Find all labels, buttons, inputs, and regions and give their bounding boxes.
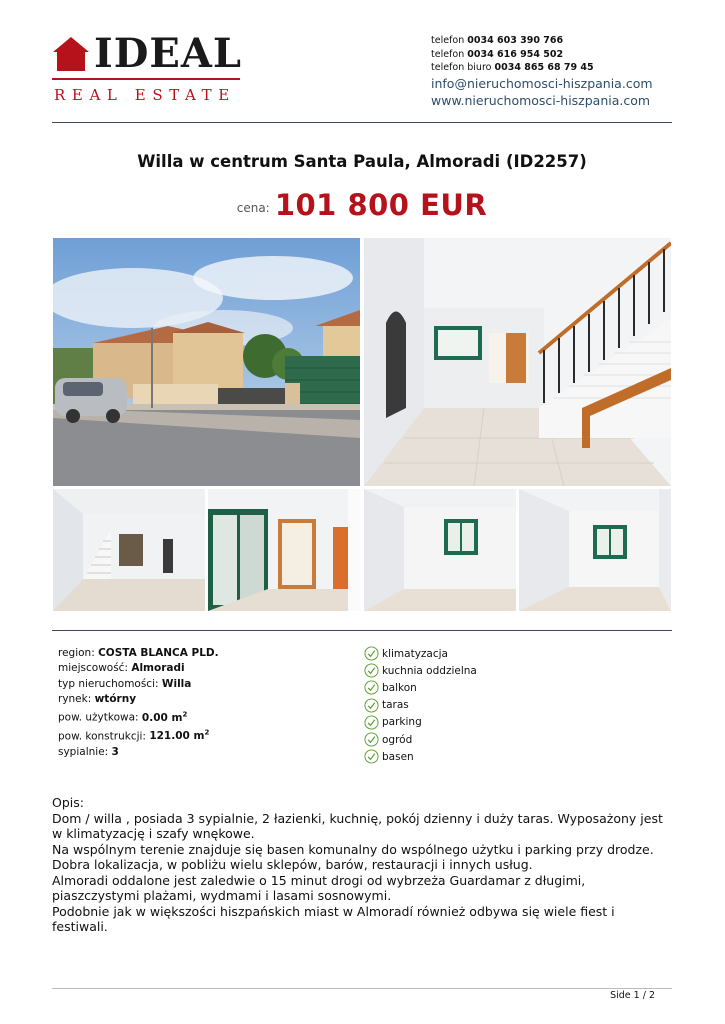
description-paragraph: Dobra lokalizacja, w pobliżu wielu sklepów, barów, restauracji i innych usług.	[52, 857, 533, 872]
feature-item: ogród	[364, 731, 477, 748]
phone-number: 0034 603 390 766	[467, 35, 564, 46]
feature-item: kuchnia oddzielna	[364, 662, 477, 679]
detail-town: miejscowość: Almoradi	[58, 662, 185, 675]
feature-item: klimatyzacja	[364, 645, 477, 662]
section-divider	[52, 630, 672, 631]
feature-list	[364, 645, 477, 765]
email-link[interactable]: info@nieruchomosci-hiszpania.com	[431, 75, 653, 91]
check-circle-icon	[364, 715, 379, 730]
check-circle-icon	[364, 680, 379, 695]
feature-item: taras	[364, 697, 477, 714]
check-circle-icon	[364, 663, 379, 678]
description-heading: Opis:	[52, 795, 84, 810]
feature-item: parking	[364, 714, 477, 731]
phone-row: telefon 0034 603 390 766	[431, 35, 564, 46]
photo-terrace-door[interactable]	[208, 489, 361, 611]
logo-wordmark: IDEAL	[94, 30, 243, 77]
logo-tagline: REAL ESTATE	[54, 86, 236, 104]
description-paragraph: Almoradi oddalone jest zaledwie o 15 minut drogi od wybrzeża Guardamar z długimi, piaszczystymi plażami, wydmami i lasami sosnowymi.	[52, 872, 586, 903]
detail-usable-area: pow. użytkowa: 0.00 $m^2$	[58, 710, 188, 724]
header-divider	[52, 122, 672, 123]
description	[52, 795, 672, 935]
property-details	[58, 646, 219, 760]
company-logo	[52, 30, 243, 106]
photo-living-room[interactable]	[53, 489, 205, 611]
detail-type: typ nieruchomości: Willa	[58, 677, 192, 690]
description-paragraph: Podobnie jak w większości hiszpańskich miast w Almoradí również odbywa się wiele fiest i festiwali.	[52, 903, 615, 934]
page-number: Side 1 / 2	[610, 990, 655, 1001]
feature-item: basen	[364, 748, 477, 765]
footer-divider	[52, 988, 672, 989]
detail-region: region: COSTA BLANCA PLD.	[58, 647, 219, 659]
phone-row: telefon 0034 616 954 502	[431, 48, 564, 60]
photo-bedroom-2[interactable]	[519, 489, 671, 611]
detail-bedrooms: sypialnie: 3	[58, 745, 119, 758]
price-value: 101 800 EUR	[274, 188, 488, 222]
price-label: cena:	[236, 201, 270, 215]
price-line	[52, 188, 672, 222]
photo-exterior[interactable]	[53, 238, 360, 486]
check-circle-icon	[364, 698, 379, 713]
logo-divider	[52, 78, 240, 80]
phone-row: telefon biuro 0034 865 68 79 45	[431, 62, 594, 73]
website-link[interactable]: www.nieruchomosci-hiszpania.com	[431, 92, 651, 108]
listing-title: Willa w centrum Santa Paula, Almoradi (ID2257)	[137, 152, 587, 171]
detail-market: rynek: wtórny	[58, 692, 137, 705]
check-circle-icon	[364, 732, 379, 747]
description-paragraph: Dom / willa , posiada 3 sypialnie, 2 łazienki, kuchnię, pokój dzienny i duży taras. Wyposażony jest w klimatyzację i szafy wnękowe.	[52, 810, 663, 841]
check-circle-icon	[364, 749, 379, 764]
photo-bedroom-1[interactable]	[364, 489, 516, 611]
house-logo-icon	[52, 36, 90, 72]
check-circle-icon	[364, 646, 379, 661]
phone-number: 0034 865 68 79 45	[494, 62, 594, 73]
description-paragraph: Na wspólnym terenie znajduje się basen komunalny do wspólnego użytku i parking przy drodze.	[52, 841, 654, 857]
phone-number: 0034 616 954 502	[467, 48, 564, 60]
feature-item: balkon	[364, 679, 477, 696]
photo-staircase[interactable]	[364, 238, 671, 486]
contact-block	[431, 34, 653, 109]
detail-build-area: pow. konstrukcji: 121.00 $m^2$	[58, 728, 210, 743]
